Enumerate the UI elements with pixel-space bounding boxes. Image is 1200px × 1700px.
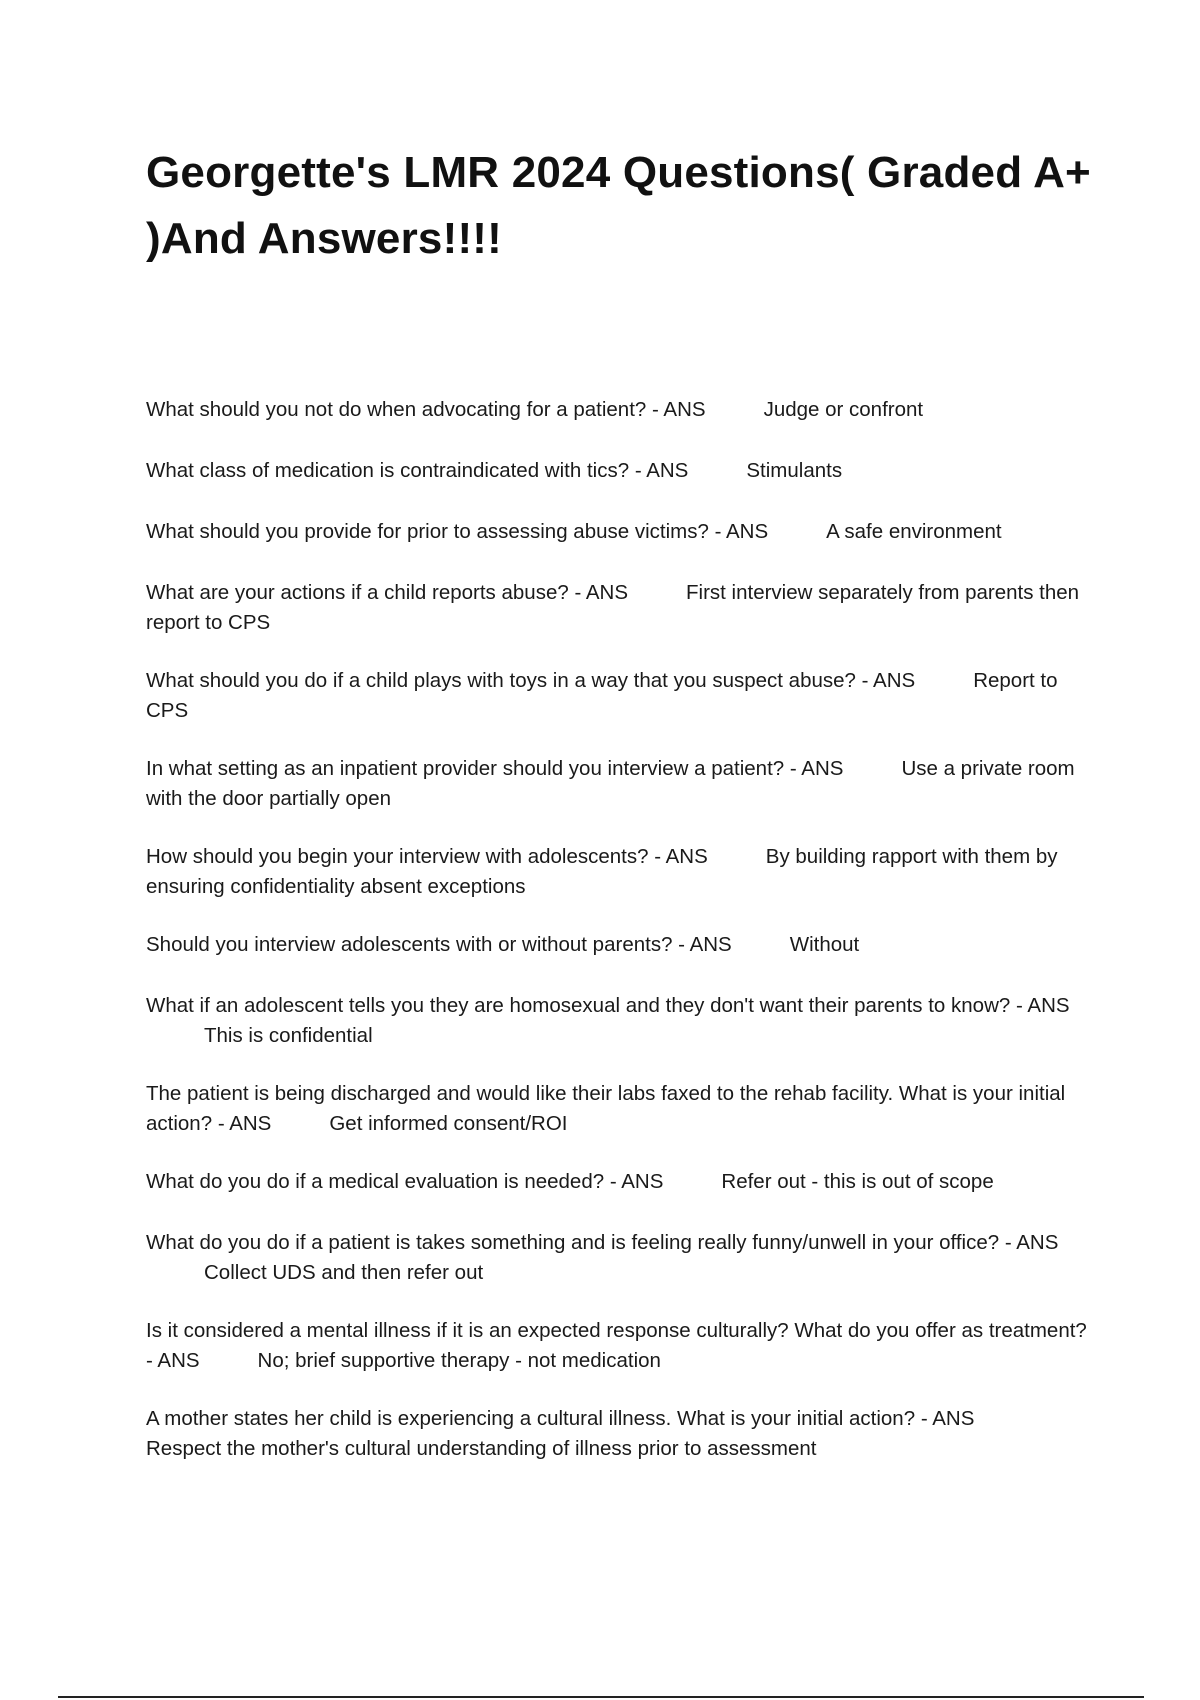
question-text: What should you not do when advocating for a patient? (146, 398, 647, 421)
qa-item (146, 1079, 1091, 1139)
answer-marker: - ANS (654, 845, 708, 868)
qa-item (146, 666, 1091, 726)
document-title: Georgette's LMR 2024 Questions( Graded A+ )And Answers!!!! (146, 148, 1091, 263)
question-text: What do you do if a medical evaluation is needed? (146, 1170, 605, 1193)
answer-text: No; brief supportive therapy - not medication (257, 1349, 661, 1372)
answer-marker: - ANS (1004, 1231, 1059, 1254)
question-text: The patient is being discharged and would like their labs faxed to the rehab facility. What is your initial action? (146, 1082, 1066, 1135)
question-text: In what setting as an inpatient provider should you interview a patient? (146, 757, 785, 780)
answer-text: Without (789, 933, 860, 956)
answer-text: Respect the mother's cultural understanding of illness prior to assessment (146, 1437, 817, 1460)
qa-item (146, 842, 1091, 902)
answer-text: This is confidential (204, 1024, 373, 1047)
qa-item (146, 1404, 1091, 1464)
question-text: What should you do if a child plays with toys in a way that you suspect abuse? (146, 669, 856, 692)
footer-divider (58, 1696, 1144, 1698)
qa-item (146, 1228, 1091, 1288)
answer-marker: - ANS (574, 581, 628, 604)
answer-text: Use a private room with the door partially open (146, 757, 1075, 810)
question-text: How should you begin your interview with adolescents? (146, 845, 649, 868)
qa-item (146, 395, 1091, 425)
answer-marker: - ANS (714, 520, 769, 543)
answer-marker: - ANS (678, 933, 732, 956)
question-text: Should you interview adolescents with or without parents? (146, 933, 673, 956)
question-text: What are your actions if a child reports abuse? (146, 581, 569, 604)
answer-text: A safe environment (826, 520, 1002, 543)
answer-text: Stimulants (746, 459, 843, 482)
answer-text: Get informed consent/ROI (329, 1112, 568, 1135)
question-text: What class of medication is contraindicated with tics? (146, 459, 630, 482)
answer-text: Judge or confront (763, 398, 924, 421)
answer-marker: - ANS (652, 398, 706, 421)
question-text: What do you do if a patient is takes something and is feeling really funny/unwell in your office? (146, 1231, 1000, 1254)
qa-item (146, 578, 1091, 638)
answer-text: Collect UDS and then refer out (204, 1261, 484, 1284)
answer-text: Refer out - this is out of scope (721, 1170, 994, 1193)
qa-item (146, 456, 1091, 486)
qa-item (146, 517, 1091, 547)
answer-marker: - ANS (861, 669, 916, 692)
answer-marker: - ANS (789, 757, 844, 780)
answer-marker: - ANS (634, 459, 689, 482)
question-text: What should you provide for prior to assessing abuse victims? (146, 520, 709, 543)
qa-item (146, 930, 1091, 960)
answer-text: By building rapport with them by ensuring confidentiality absent exceptions (146, 845, 1058, 898)
answer-text: Report to CPS (146, 669, 1058, 722)
qa-item (146, 991, 1091, 1051)
answer-marker: - ANS (146, 1349, 200, 1372)
question-text: What if an adolescent tells you they are homosexual and they don't want their parents to know? (146, 994, 1011, 1017)
qa-item (146, 1167, 1091, 1197)
question-text: Is it considered a mental illness if it is an expected response culturally? What do you offer as treatment? (146, 1319, 1087, 1342)
answer-text: First interview separately from parents then report to CPS (146, 581, 1080, 634)
qa-list (146, 395, 1091, 1495)
question-text: A mother states her child is experiencing a cultural illness. What is your initial action? (146, 1407, 916, 1430)
answer-marker: - ANS (609, 1170, 664, 1193)
qa-item (146, 1316, 1091, 1376)
qa-item (146, 754, 1091, 814)
answer-marker: - ANS (1016, 994, 1070, 1017)
answer-marker: - ANS (920, 1407, 975, 1430)
answer-marker: - ANS (217, 1112, 272, 1135)
